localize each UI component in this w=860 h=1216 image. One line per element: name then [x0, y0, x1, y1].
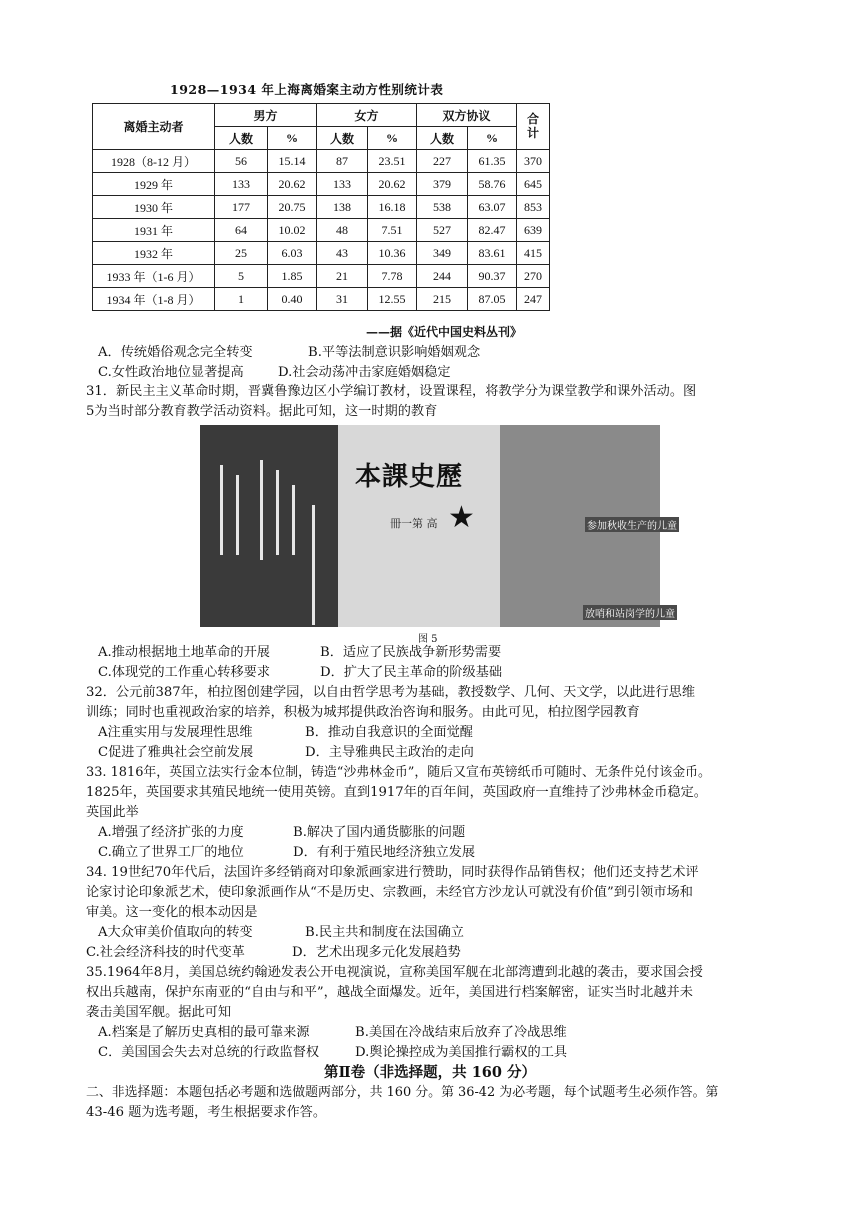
table-cell: 7.51 [368, 219, 417, 242]
header-total: 合计 [517, 104, 550, 150]
table-title: 1928—1934 年上海离婚案主动方性别统计表 [170, 82, 444, 97]
table-cell: 415 [517, 242, 550, 265]
q35-option-c: C．美国国会失去对总统的行政监督权 [98, 1045, 320, 1060]
row-year: 1931 年 [93, 219, 215, 242]
table-cell: 83.61 [468, 242, 517, 265]
table-cell: 31 [317, 288, 368, 311]
table-cell: 15.14 [268, 150, 317, 173]
q31-stem-line1: 31．新民主主义革命时期，晋冀鲁豫边区小学编订教材，设置课程，将教学分为课堂教学和课外活动。图 [86, 384, 697, 399]
table-cell: 87.05 [468, 288, 517, 311]
text-column-decoration [236, 475, 239, 555]
table-cell: 244 [417, 265, 468, 288]
table-cell: 215 [417, 288, 468, 311]
text-column-decoration [312, 505, 315, 625]
q31-option-a: A.推动根据地土地革命的开展 [98, 645, 270, 660]
table-row [93, 196, 550, 219]
table-cell: 527 [417, 219, 468, 242]
table-row [93, 288, 550, 311]
text-column-decoration [260, 460, 263, 560]
table-row [93, 173, 550, 196]
q35-stem-line1: 35.1964年8月，美国总统约翰逊发表公开电视演说，宣称美国军舰在北部湾遭到北越的袭击，要求国会授 [86, 965, 703, 980]
subheader-percent: % [268, 127, 317, 150]
q33-option-b: B.解决了国内通货膨胀的问题 [293, 825, 466, 840]
q34-option-a: A大众审美价值取向的转变 [98, 925, 253, 940]
table-cell: 270 [517, 265, 550, 288]
text-column-decoration [276, 470, 279, 555]
q35-option-b: B.美国在冷战结束后放弃了冷战思维 [355, 1025, 567, 1040]
table-source: ——据《近代中国史料丛刊》 [366, 325, 523, 339]
subheader-count: 人数 [417, 127, 468, 150]
q30-option-b: B.平等法制意识影响婚姻观念 [308, 345, 481, 360]
q33-stem-line1: 33. 1816年，英国立法实行金本位制，铸造“沙弗林金币”，随后又宣布英镑纸币可随时、无条件兑付该金币。 [86, 765, 711, 780]
table-cell: 63.07 [468, 196, 517, 219]
q35-option-d: D.舆论操控成为美国推行霸权的工具 [355, 1045, 568, 1060]
table-cell: 639 [517, 219, 550, 242]
q33-option-d: D．有利于殖民地经济独立发展 [293, 845, 476, 860]
table-cell: 370 [517, 150, 550, 173]
text-column-decoration [292, 485, 295, 555]
header-group-mutual: 双方协议 [417, 104, 517, 127]
q34-option-b: B.民主共和制度在法国确立 [305, 925, 464, 940]
row-year: 1932 年 [93, 242, 215, 265]
table-cell: 20.62 [268, 173, 317, 196]
row-year: 1929 年 [93, 173, 215, 196]
table-row [93, 219, 550, 242]
table-cell: 48 [317, 219, 368, 242]
table-cell: 538 [417, 196, 468, 219]
table-cell: 58.76 [468, 173, 517, 196]
q30-option-a: A．传统婚俗观念完全转变 [98, 345, 253, 360]
table-cell: 61.35 [468, 150, 517, 173]
q32-option-a: A注重实用与发展理性思维 [98, 725, 253, 740]
table-cell: 7.78 [368, 265, 417, 288]
table-cell: 247 [517, 288, 550, 311]
header-group-female: 女方 [317, 104, 417, 127]
row-year: 1934 年（1-8 月） [93, 288, 215, 311]
table-cell: 10.36 [368, 242, 417, 265]
table-cell: 853 [517, 196, 550, 219]
part2-instructions-line1: 二、非选择题：本题包括必考题和选做题两部分，共 160 分。第 36-42 为必考题，每个试题考生必须作答。第 [86, 1085, 719, 1100]
subheader-percent: % [368, 127, 417, 150]
table-header-row [93, 104, 550, 127]
q33-stem-line2: 1825年，英国要求其殖民地统一使用英镑。直到1917年的百年间，英国政府一直维持了沙弗林金币稳定。 [86, 785, 707, 800]
q30-option-c: C.女性政治地位显著提高 [98, 365, 244, 380]
header-group-male: 男方 [215, 104, 317, 127]
photo-caption-harvest: 参加秋收生产的儿童 [585, 517, 679, 532]
textbook-cover-subtitle: 冊一第 高 [390, 517, 438, 530]
table-cell: 20.75 [268, 196, 317, 219]
table-cell: 82.47 [468, 219, 517, 242]
table-cell: 177 [215, 196, 268, 219]
table-cell: 133 [215, 173, 268, 196]
q35-stem-line2: 权出兵越南，保护东南亚的“自由与和平”，越战全面爆发。近年，美国进行档案解密，证实当时北越并未 [86, 985, 693, 1000]
q30-option-d: D.社会动荡冲击家庭婚姻稳定 [278, 365, 451, 380]
table-cell: 25 [215, 242, 268, 265]
header-initiator: 离婚主动者 [93, 104, 215, 150]
table-cell: 16.18 [368, 196, 417, 219]
q35-stem-line3: 袭击美国军舰。据此可知 [86, 1005, 232, 1020]
subheader-percent: % [468, 127, 517, 150]
q31-option-d: D．扩大了民主革命的阶级基础 [320, 665, 503, 680]
row-year: 1928（8-12 月） [93, 150, 215, 173]
table-cell: 90.37 [468, 265, 517, 288]
q33-option-a: A.增强了经济扩张的力度 [98, 825, 244, 840]
q33-stem-line3: 英国此举 [86, 805, 139, 820]
table-cell: 6.03 [268, 242, 317, 265]
text-column-decoration [220, 465, 223, 555]
figure5-contents-page [200, 425, 338, 627]
table-cell: 21 [317, 265, 368, 288]
table-row [93, 150, 550, 173]
q31-option-c: C.体现党的工作重心转移要求 [98, 665, 271, 680]
table-cell: 23.51 [368, 150, 417, 173]
q34-option-c: C.社会经济科技的时代变革 [86, 945, 245, 960]
table-cell: 349 [417, 242, 468, 265]
table-cell: 0.40 [268, 288, 317, 311]
row-year: 1933 年（1-6 月） [93, 265, 215, 288]
q32-stem-line1: 32．公元前387年，柏拉图创建学园，以自由哲学思考为基础，教授数学、几何、天文学，以此进行思维 [86, 685, 696, 700]
q34-stem-line3: 审美。这一变化的根本动因是 [86, 905, 258, 920]
table-cell: 20.62 [368, 173, 417, 196]
star-icon: ★ [448, 500, 475, 535]
table-row [93, 242, 550, 265]
q34-stem-line2: 论家讨论印象派艺术，使印象派画作从“不是历史、宗教画，未经官方沙龙认可就没有价值”到引领市场和 [86, 885, 693, 900]
table-cell: 64 [215, 219, 268, 242]
subheader-count: 人数 [215, 127, 268, 150]
q31-option-b: B．适应了民族战争新形势需要 [320, 645, 502, 660]
part2-instructions-line2: 43-46 题为选考题，考生根据要求作答。 [86, 1105, 327, 1120]
table-cell: 43 [317, 242, 368, 265]
part2-title: 第Ⅱ卷（非选择题，共 160 分） [323, 1064, 537, 1081]
photo-caption-sentry: 放哨和站岗学的儿童 [583, 605, 677, 620]
table-cell: 227 [417, 150, 468, 173]
divorce-stats-table [92, 103, 550, 311]
table-cell: 645 [517, 173, 550, 196]
table-cell: 133 [317, 173, 368, 196]
q32-option-b: B．推动自我意识的全面觉醒 [305, 725, 473, 740]
textbook-cover-title: 本課史歷 [355, 462, 464, 492]
q34-stem-line1: 34. 19世纪70年代后，法国许多经销商对印象派画家进行赞助，同时获得作品销售权；他们还支持艺术评 [86, 865, 699, 880]
table-cell: 87 [317, 150, 368, 173]
q35-option-a: A.档案是了解历史真相的最可靠来源 [98, 1025, 310, 1040]
table-cell: 56 [215, 150, 268, 173]
table-cell: 12.55 [368, 288, 417, 311]
table-cell: 379 [417, 173, 468, 196]
table-cell: 138 [317, 196, 368, 219]
q32-option-d: D．主导雅典民主政治的走向 [305, 745, 474, 760]
q33-option-c: C.确立了世界工厂的地位 [98, 845, 244, 860]
row-year: 1930 年 [93, 196, 215, 219]
table-cell: 1 [215, 288, 268, 311]
q32-option-c: C促进了雅典社会空前发展 [98, 745, 254, 760]
q31-stem-line2: 5为当时部分教育教学活动资料。据此可知，这一时期的教育 [86, 404, 438, 419]
table-cell: 10.02 [268, 219, 317, 242]
table-row [93, 265, 550, 288]
figure5-caption: 图 5 [418, 634, 438, 645]
table-cell: 5 [215, 265, 268, 288]
subheader-count: 人数 [317, 127, 368, 150]
table-cell: 1.85 [268, 265, 317, 288]
q34-option-d: D．艺术出现多元化发展趋势 [292, 945, 461, 960]
q32-stem-line2: 训练；同时也重视政治家的培养，积极为城邦提供政治咨询和服务。由此可见，柏拉图学园教育 [86, 705, 640, 720]
